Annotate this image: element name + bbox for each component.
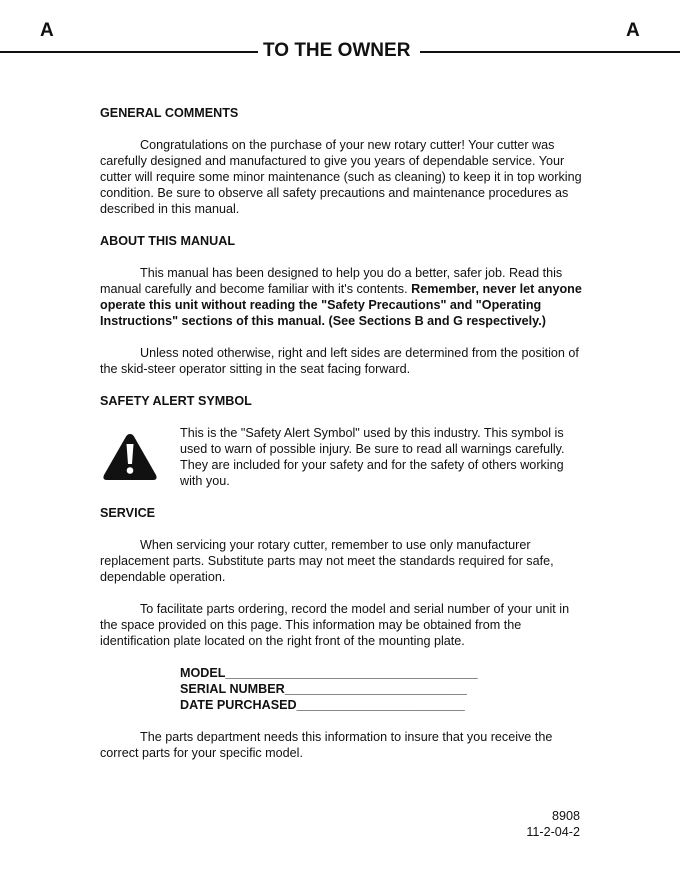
section-letter-right: A xyxy=(626,20,640,41)
about-manual-warning: Remember, never let anyone operate this unit without reading the "Safety Precautions" and "Operating Instructions" sections of this manual. (See Sections B and G respectively.) xyxy=(100,282,582,328)
safety-alert-block xyxy=(100,425,582,489)
sides-text: Unless noted otherwise, right and left sides are determined from the position of the skid-steer operator sitting in the seat facing forward. xyxy=(100,346,579,376)
warning-triangle-icon xyxy=(100,431,160,483)
page-title: TO THE OWNER xyxy=(263,40,411,61)
document-body xyxy=(100,105,582,761)
service-text-parts: When servicing your rotary cutter, remember to use only manufacturer replacement parts. Substitute parts may not meet the standards required for safe, dependable operation. xyxy=(100,538,554,584)
date-purchased-field[interactable]: DATE PURCHASED________________________ xyxy=(180,698,465,712)
about-manual-paragraph xyxy=(100,265,582,329)
general-comments-heading: GENERAL COMMENTS xyxy=(100,106,239,120)
safety-alert-heading: SAFETY ALERT SYMBOL xyxy=(100,394,252,408)
service-text-ordering: To facilitate parts ordering, record the model and serial number of your unit in the space provided on this page. This information may be obtained from the identification plate located on the right front of the mounting plate. xyxy=(100,602,570,648)
model-field[interactable]: MODEL____________________________________ xyxy=(180,666,478,680)
service-text-info: The parts department needs this information to insure that you receive the correct parts for your specific model. xyxy=(100,730,553,760)
about-manual-text: This manual has been designed to help you do a better, safer job. Read this manual carefully and become familiar with it's contents. xyxy=(100,266,563,296)
serial-number-field[interactable]: SERIAL NUMBER__________________________ xyxy=(180,682,467,696)
safety-alert-icon-cell xyxy=(100,425,180,489)
title-rule-left xyxy=(0,51,258,53)
doc-number: 8908 xyxy=(551,809,580,823)
service-heading: SERVICE xyxy=(100,506,156,520)
section-letter-left: A xyxy=(40,20,54,41)
date-code: 11-2-04-2 xyxy=(526,825,580,839)
safety-alert-text: This is the "Safety Alert Symbol" used by this industry. This symbol is used to warn of possible injury. Be sure to read all warnings carefully. They are included for your safety and for the safety of others working with you. xyxy=(180,426,565,488)
unit-record-form xyxy=(180,665,582,713)
about-manual-heading: ABOUT THIS MANUAL xyxy=(100,234,236,248)
title-rule-right xyxy=(420,51,680,53)
page-footer xyxy=(500,808,580,840)
general-comments-text: Congratulations on the purchase of your new rotary cutter! Your cutter was carefully designed and manufactured to give you years of dependable service. Your cutter will require some minor maintenance (such as cleaning) to keep it in top working condition. Be sure to observe all safety precautions and maintenance procedures as described in this manual. xyxy=(100,138,582,216)
